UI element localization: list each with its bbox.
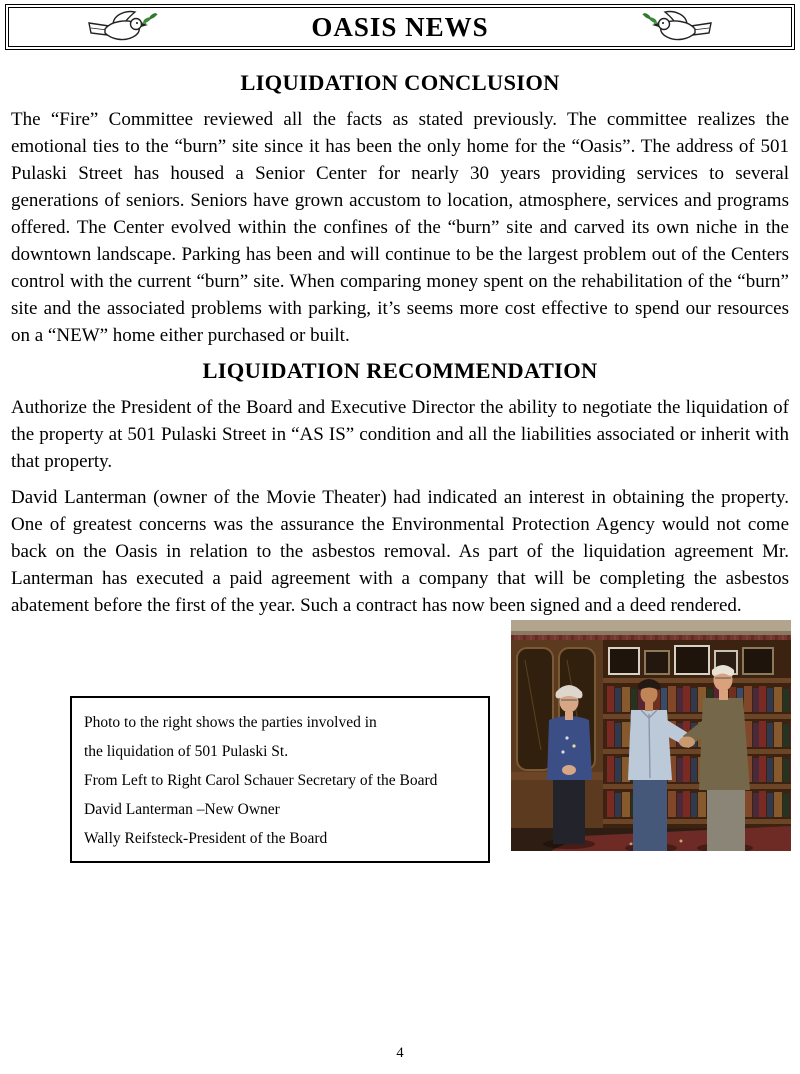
handshake: [679, 737, 695, 748]
caption-line: Wally Reifsteck-President of the Board: [84, 830, 328, 847]
caption-line: From Left to Right Carol Schauer Secretary of the Board: [84, 772, 438, 789]
conclusion-paragraph: The “Fire” Committee reviewed all the facts as stated previously. The committee realizes the emotional ties to the “burn” site since it has been the only home for the “Oasis”. The address of 501 Pulaski Street has housed a Senior Center for nearly 30 years providing services to several generations of seniors. Seniors have grown accustom to location, atmosphere, services and programs offered. The Center evolved within the confines of the “burn” site and carved its own niche in the downtown landscape. Parking has been and will continue to be the largest problem out of the Centers control with the current “burn” site. When comparing money spent on the rehabilitation of the “burn” site and the associated problems with parking, it’s seems more cost effective to spend our resources on a “NEW” home either purchased or built.: [11, 109, 789, 346]
section-heading-recommendation: LIQUIDATION RECOMMENDATION: [202, 358, 598, 383]
photo-region: [11, 620, 789, 870]
masthead: [5, 4, 795, 50]
caption-line: Photo to the right shows the parties involved in: [84, 714, 377, 731]
section-heading-conclusion: LIQUIDATION CONCLUSION: [240, 70, 560, 95]
article-content: [0, 48, 800, 870]
liquidation-photo: [511, 620, 791, 851]
newsletter-title: OASIS NEWS: [311, 11, 489, 42]
masthead-frame: [8, 7, 792, 47]
dove-olive-branch-icon: [87, 9, 159, 49]
recommendation-paragraph-2: David Lanterman (owner of the Movie Theater) had indicated an interest in obtaining the property. One of greatest concerns was the assurance the Environmental Protection Agency would not come back on the Oasis in relation to the asbestos removal. As part of the liquidation agreement Mr. Lanterman has executed a paid agreement with a company that will be completing the asbestos abatement before the first of the year. Such a contract has now been signed and a deed rendered.: [11, 487, 789, 616]
caption-line: the liquidation of 501 Pulaski St.: [84, 743, 289, 760]
caption-line: David Lanterman –New Owner: [84, 801, 280, 818]
recommendation-paragraph-1: Authorize the President of the Board and Executive Director the ability to negotiate the liquidation of the property at 501 Pulaski Street in “AS IS” condition and all the liabilities associated or inherit with that property.: [11, 397, 789, 472]
dove-olive-branch-icon: [641, 9, 713, 49]
page-number: 4: [396, 1045, 404, 1061]
photo-caption-box: [70, 696, 490, 863]
